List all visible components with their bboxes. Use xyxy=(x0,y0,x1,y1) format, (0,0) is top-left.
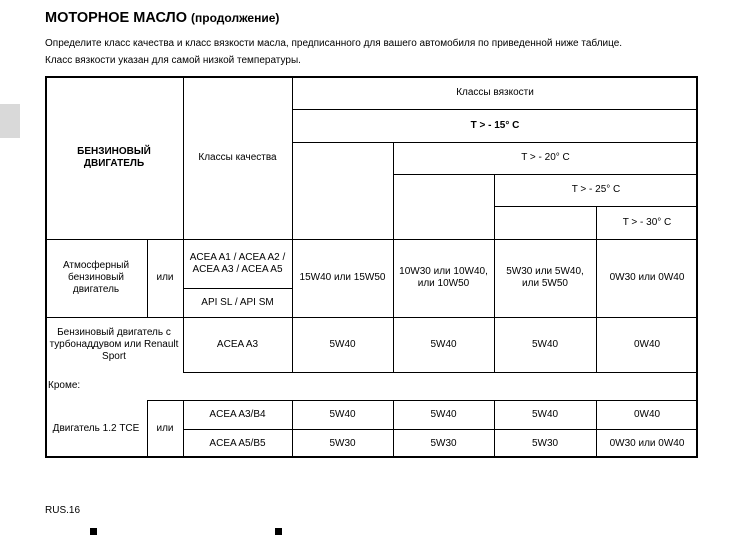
atmo-quality-acea: ACEA A1 / ACEA A2 / ACEA A3 / ACEA A5 xyxy=(189,251,286,275)
line-h xyxy=(183,400,698,401)
line-h xyxy=(183,288,292,289)
line-v xyxy=(494,174,495,372)
line-v xyxy=(292,76,293,372)
tce-a5b5-visc-t20: 5W30 xyxy=(430,437,457,449)
turbo-visc-t25: 5W40 xyxy=(531,338,559,350)
line-h xyxy=(292,142,698,143)
atmo-engine-label: Атмосферный бензиновый двигатель xyxy=(62,260,130,295)
line-h xyxy=(45,317,698,318)
line-v xyxy=(596,206,597,372)
page-number: RUS.16 xyxy=(45,505,81,516)
header-viscosity: Классы вязкости xyxy=(456,86,534,98)
line-v xyxy=(292,400,293,458)
tce-or: или xyxy=(156,423,174,434)
turbo-visc-t30: 0W40 xyxy=(633,338,661,350)
page-title-suffix: (продолжение) xyxy=(191,11,280,25)
turbo-visc-t20: 5W40 xyxy=(430,338,457,350)
except-label: Кроме: xyxy=(48,380,81,391)
tce-quality-a5b5: ACEA A5/B5 xyxy=(209,437,266,449)
atmo-quality-api: API SL / API SM xyxy=(201,296,274,308)
line-v xyxy=(393,142,394,372)
page-side-tab xyxy=(0,104,20,138)
intro-line-2: Класс вязкости указан для самой низкой температуры. xyxy=(45,55,301,66)
tce-a3b4-visc-t30: 0W40 xyxy=(633,408,661,420)
header-t20: T > - 20° C xyxy=(521,152,570,163)
tce-quality-a3b4: ACEA A3/B4 xyxy=(209,408,266,420)
tce-engine-label: Двигатель 1.2 TCE xyxy=(52,423,140,434)
print-mark-square xyxy=(90,528,97,535)
tce-a5b5-visc-t15: 5W30 xyxy=(329,437,356,449)
header-t30: T > - 30° C xyxy=(622,216,672,228)
turbo-quality: ACEA A3 xyxy=(216,338,259,350)
line-h xyxy=(292,109,698,110)
line-v xyxy=(147,239,148,317)
page-title xyxy=(45,10,279,26)
line-v xyxy=(183,76,184,372)
atmo-visc-t15: 15W40 или 15W50 xyxy=(299,272,386,283)
table-border-top xyxy=(45,76,698,78)
tce-a3b4-visc-t20: 5W40 xyxy=(430,408,457,420)
tce-a5b5-visc-t30: 0W30 или 0W40 xyxy=(609,437,685,449)
line-v xyxy=(494,400,495,458)
line-v xyxy=(596,400,597,458)
line-h xyxy=(183,372,698,373)
atmo-or: или xyxy=(156,272,174,283)
intro-line-1: Определите класс качества и класс вязкости масла, предписанного для вашего автомобиля по приведенной ниже таблице. xyxy=(45,38,623,49)
line-v xyxy=(393,400,394,458)
line-h xyxy=(183,429,698,430)
turbo-engine-label: Бензиновый двигатель с турбонаддувом или Renault Sport xyxy=(49,326,179,362)
line-h xyxy=(393,174,698,175)
header-t25: T > - 25° C xyxy=(571,184,621,195)
turbo-visc-t15: 5W40 xyxy=(329,338,356,350)
page-title-main: МОТОРНОЕ МАСЛО xyxy=(45,10,188,26)
line-h xyxy=(147,400,183,401)
header-quality: Классы качества xyxy=(198,151,277,163)
tce-a3b4-visc-t15: 5W40 xyxy=(329,408,356,420)
line-v xyxy=(147,400,148,458)
tce-a3b4-visc-t25: 5W40 xyxy=(531,408,559,420)
print-mark-square xyxy=(275,528,282,535)
tce-a5b5-visc-t25: 5W30 xyxy=(531,437,559,449)
atmo-visc-t20: 10W30 или 10W40, или 10W50 xyxy=(399,266,488,289)
oil-table xyxy=(45,76,698,458)
header-engine: БЕНЗИНОВЫЙ ДВИГАТЕЛЬ xyxy=(77,145,151,169)
table-border-bottom xyxy=(45,456,698,458)
atmo-visc-t30: 0W30 или 0W40 xyxy=(609,272,685,283)
table-border-left xyxy=(45,76,47,458)
atmo-visc-t25: 5W30 или 5W40, или 5W50 xyxy=(506,266,584,289)
line-v xyxy=(183,400,184,458)
header-t15: T > - 15° C xyxy=(470,119,520,131)
line-h xyxy=(45,239,698,240)
